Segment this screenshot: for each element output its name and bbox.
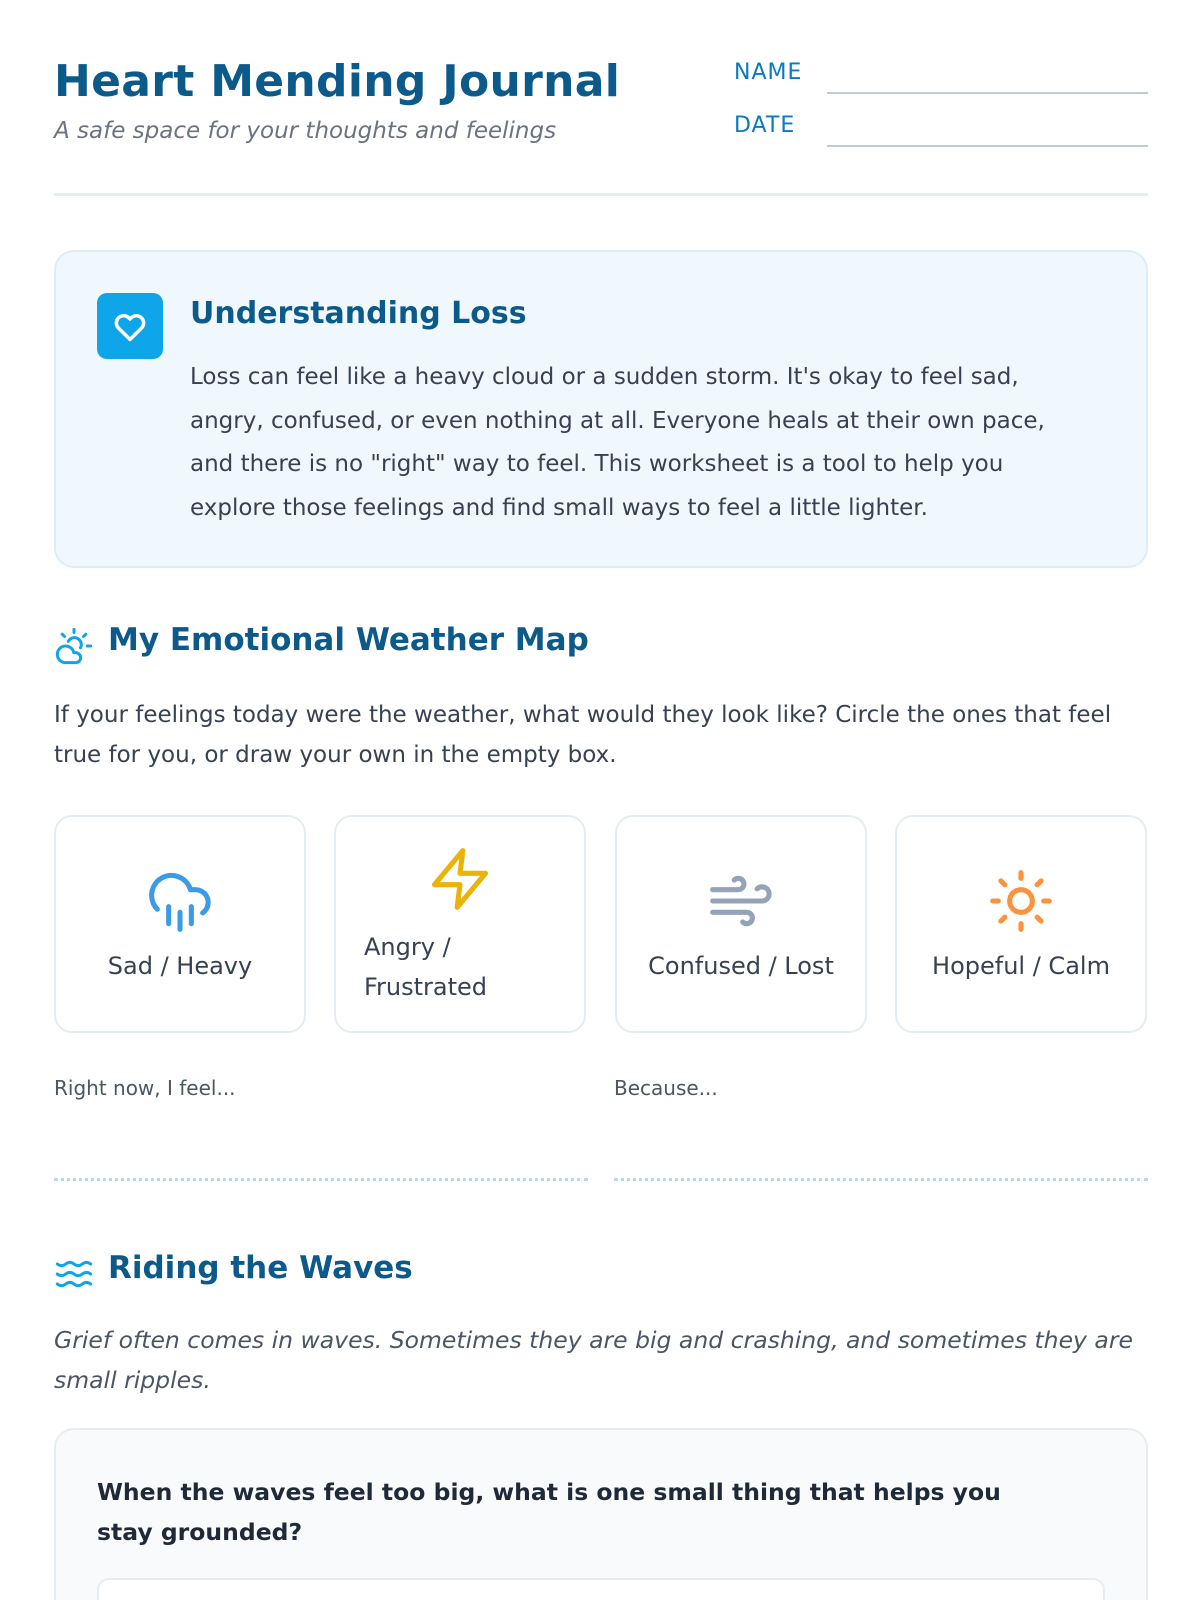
- name-label: NAME: [734, 60, 803, 85]
- date-label: DATE: [734, 113, 796, 138]
- header-divider: [54, 193, 1148, 196]
- weather-card-label: Hopeful / Calm: [932, 952, 1110, 980]
- grounding-question-box: [54, 1428, 1148, 1600]
- waves-section-heading: [54, 1250, 754, 1298]
- feel-answer-line[interactable]: [54, 1178, 588, 1181]
- sun-icon: [987, 867, 1055, 935]
- weather-card-label: Sad / Heavy: [107, 952, 253, 980]
- weather-card-label: Angry / Frustrated: [364, 933, 488, 1001]
- weather-section-heading: [54, 622, 754, 670]
- heart-icon: [97, 293, 163, 359]
- weather-card-sad[interactable]: [54, 815, 306, 1033]
- date-field[interactable]: [734, 109, 1148, 149]
- feel-prompt[interactable]: [54, 1076, 588, 1186]
- grounding-question: When the waves feel too big, what is one small thing that helps you stay grounded?: [97, 1478, 1001, 1546]
- weather-card-angry[interactable]: [334, 815, 586, 1033]
- feel-prompt-label: Right now, I feel...: [54, 1076, 236, 1100]
- sun-cloud-icon: [54, 626, 94, 666]
- intro-title: Understanding Loss: [190, 296, 527, 331]
- weather-card-label: Confused / Lost: [648, 952, 834, 980]
- name-field[interactable]: [734, 56, 1148, 96]
- worksheet-page: [54, 0, 1148, 1600]
- waves-icon: [54, 1254, 94, 1294]
- lightning-icon: [426, 845, 494, 913]
- weather-section-title: My Emotional Weather Map: [108, 622, 589, 658]
- intro-box: [54, 250, 1148, 568]
- wind-icon: [707, 867, 775, 935]
- header: [54, 56, 1148, 196]
- intro-text: Loss can feel like a heavy cloud or a sudden storm. It's okay to feel sad, angry, confused, or even nothing at all. Everyone heals at their own pace, and there is no "right" way to feel. This worksheet is a tool to help you explore those feelings and find small ways to feel a little lighter.: [190, 364, 1045, 521]
- because-answer-line[interactable]: [614, 1178, 1148, 1181]
- rain-cloud-icon: [146, 867, 214, 935]
- waves-section-title: Riding the Waves: [108, 1250, 413, 1286]
- waves-description: Grief often comes in waves. Sometimes they are big and crashing, and sometimes they are small ripples.: [54, 1326, 1133, 1394]
- page-subtitle: A safe space for your thoughts and feelings: [54, 118, 557, 144]
- grounding-answer-field[interactable]: [97, 1578, 1105, 1600]
- weather-cards: [54, 815, 1148, 1033]
- because-prompt[interactable]: [614, 1076, 1148, 1186]
- page-title: Heart Mending Journal: [54, 56, 621, 107]
- date-line[interactable]: [827, 145, 1148, 147]
- name-line[interactable]: [827, 92, 1148, 94]
- weather-card-confused[interactable]: [615, 815, 867, 1033]
- weather-description: If your feelings today were the weather, what would they look like? Circle the ones that feel true for you, or draw your own in the empty box.: [54, 702, 1112, 768]
- because-prompt-label: Because...: [614, 1076, 718, 1100]
- weather-card-hopeful[interactable]: [895, 815, 1147, 1033]
